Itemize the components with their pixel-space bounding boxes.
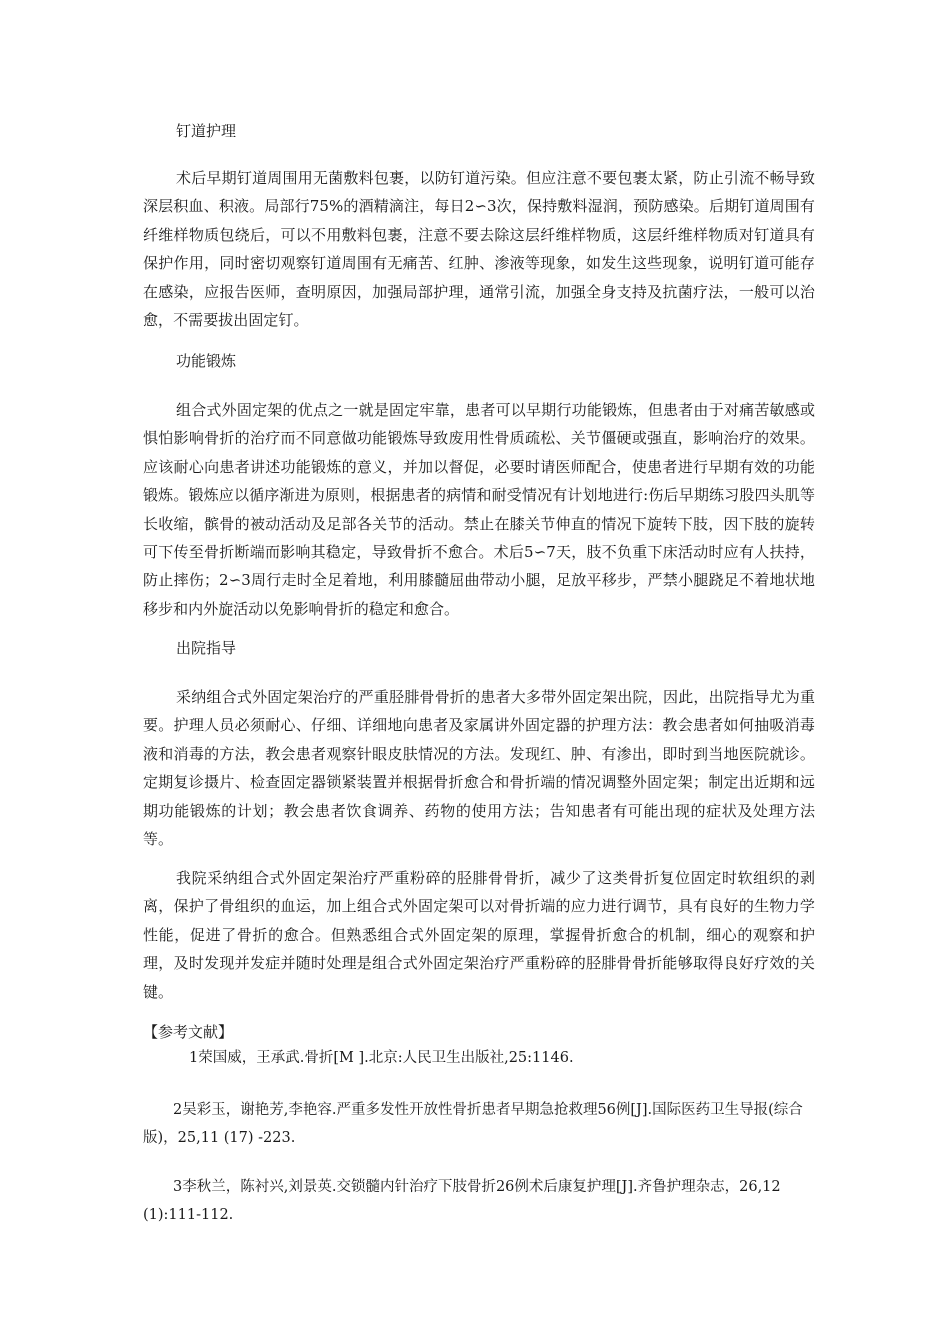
paragraph-pin-care: 术后早期钉道周围用无菌敷料包裹，以防钉道污染。但应注意不要包裹太紧，防止引流不畅导致深层积血、积液。局部行75%的酒精滴注，每日2∽3次，保持敷料湿润，预防感染。后期钉道周围有纤维样物质包绕后，可以不用敷料包裹，注意不要去除这层纤维样物质，这层纤维样物质对钉道具有保护作用，同时密切观察钉道周围有无痛苦、红肿、渗液等现象，如发生这些现象，说明钉道可能存在感染，应报告医师，查明原因，加强局部护理，通常引流，加强全身支持及抗菌疗法，一般可以治愈，不需要拔出固定钉。 xyxy=(143,169,815,330)
section-heading-discharge: 出院指导 xyxy=(176,639,237,657)
paragraph-conclusion: 我院采纳组合式外固定架治疗严重粉碎的胫腓骨骨折，减少了这类骨折复位固定时软组织的剥离，保护了骨组织的血运，加上组合式外固定架可以对骨折端的应力进行调节，具有良好的生物力学性能，促进了骨折的愈合。但熟悉组合式外固定架的原理，掌握骨折愈合的机制，细心的观察和护理，及时发现并发症并随时处理是组合式外固定架治疗严重粉碎的胫腓骨骨折能够取得良好疗效的关键。 xyxy=(143,869,815,1001)
reference-item-3: 3李秋兰，陈衬兴,刘景英.交锁髓内针治疗下肢骨折26例术后康复护理[J].齐鲁护理杂志，26,12 (1):111-112. xyxy=(143,1179,781,1223)
reference-item-1: 1荣国威，王承武.骨折[M ].北京:人民卫生出版社,25:1146. xyxy=(189,1050,574,1066)
paragraph-exercise: 组合式外固定架的优点之一就是固定牢靠，患者可以早期行功能锻炼，但患者由于对痛苦敏感或惧怕影响骨折的治疗而不同意做功能锻炼导致废用性骨质疏松、关节僵硬或强直，影响治疗的效果。应该耐心向患者讲述功能锻炼的意义，并加以督促，必要时请医师配合，使患者进行早期有效的功能锻炼。锻炼应以循序渐进为原则，根据患者的病情和耐受情况有计划地进行:伤后早期练习股四头肌等长收缩，髌骨的被动活动及足部各关节的活动。禁止在膝关节伸直的情况下旋转下肢，因下肢的旋转可下传至骨折断端而影响其稳定，导致骨折不愈合。术后5∽7天，肢不负重下床活动时应有人扶持，防止摔伤；2∽3周行走时全足着地，利用膝髓屈曲带动小腿，足放平移步，严禁小腿跷足不着地状地移步和内外旋活动以免影响骨折的稳定和愈合。 xyxy=(143,401,815,618)
section-heading-exercise: 功能锻炼 xyxy=(176,352,237,370)
paragraph-discharge: 采纳组合式外固定架治疗的严重胫腓骨骨折的患者大多带外固定架出院，因此，出院指导尤为重要。护理人员必须耐心、仔细、详细地向患者及家属讲外固定器的护理方法：教会患者如何抽吸消毒液和消毒的方法，教会患者观察针眼皮肤情况的方法。发现红、肿、有渗出，即时到当地医院就诊。定期复诊摄片、检查固定器锁紧装置并根据骨折愈合和骨折端的情况调整外固定架；制定出近期和远期功能锻炼的计划；教会患者饮食调养、药物的使用方法；告知患者有可能出现的症状及处理方法等。 xyxy=(143,688,815,849)
section-heading-pin-care: 钉道护理 xyxy=(176,122,237,140)
reference-item-2: 2吴彩玉，谢艳芳,李艳容.严重多发性开放性骨折患者早期急抢救理56例[J].国际医药卫生导报(综合版)，25,11 (17) -223. xyxy=(143,1102,803,1146)
references-heading: 【参考文献】 xyxy=(143,1023,234,1041)
